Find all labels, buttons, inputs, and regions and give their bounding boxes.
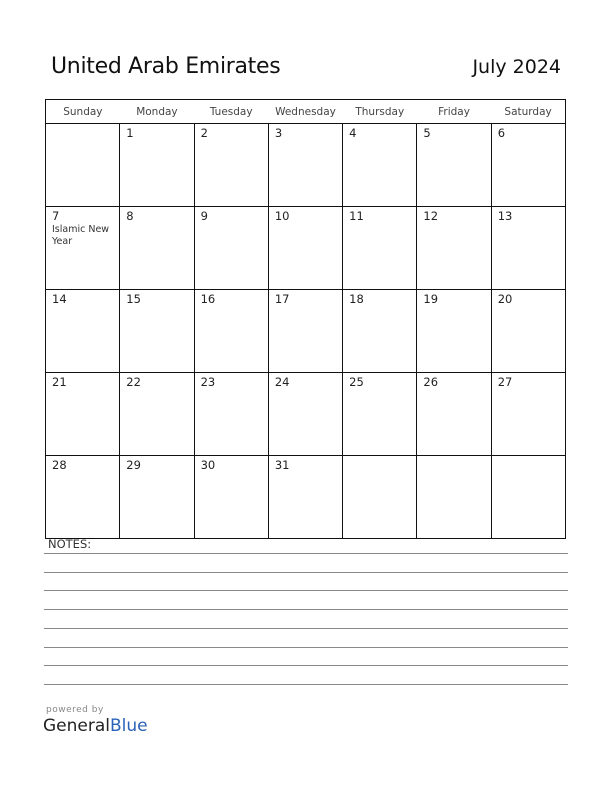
day-number: 4 — [349, 126, 357, 140]
day-number: 28 — [52, 458, 67, 472]
day-cell — [491, 207, 565, 290]
day-cell — [194, 373, 268, 456]
day-cell — [268, 207, 342, 290]
week-row — [46, 124, 566, 207]
day-number: 19 — [423, 292, 439, 306]
day-cell — [417, 373, 491, 456]
day-number: 18 — [349, 292, 364, 306]
day-number: 20 — [497, 292, 513, 306]
day-cell — [491, 456, 565, 539]
day-number: 11 — [349, 209, 364, 223]
day-number: 3 — [274, 126, 283, 140]
day-cell — [46, 373, 120, 456]
week-row — [46, 290, 566, 373]
day-number: 5 — [423, 126, 431, 140]
day-cell — [343, 207, 417, 290]
day-cell — [491, 290, 565, 373]
day-number: 24 — [274, 375, 290, 389]
day-cell — [46, 124, 120, 207]
day-cell — [46, 207, 120, 290]
day-cell — [120, 373, 194, 456]
day-cell — [120, 290, 194, 373]
day-cell — [268, 290, 342, 373]
day-cell — [268, 373, 342, 456]
day-number: 27 — [497, 375, 513, 389]
day-cell — [120, 456, 194, 539]
day-cell — [194, 456, 268, 539]
notes-label: NOTES: — [48, 537, 92, 551]
calendar-grid — [45, 99, 566, 539]
day-cell — [491, 124, 565, 207]
day-number: 6 — [497, 126, 506, 140]
day-number: 1 — [126, 126, 134, 140]
day-number: 12 — [423, 209, 439, 223]
day-cell — [417, 124, 491, 207]
day-number: 8 — [126, 209, 134, 223]
day-number: 31 — [274, 458, 290, 472]
day-number: 7 — [52, 209, 60, 223]
day-number: 16 — [200, 292, 216, 306]
day-number: 17 — [274, 292, 290, 306]
day-cell — [120, 124, 194, 207]
day-cell — [343, 124, 417, 207]
week-row — [46, 207, 566, 290]
brand-blue: Blue — [110, 716, 148, 736]
note-line — [44, 665, 568, 666]
weekday-monday: Monday — [120, 100, 194, 124]
day-cell — [491, 373, 565, 456]
weekday-wednesday: Wednesday — [268, 100, 342, 124]
powered-by-text: powered by — [46, 705, 104, 715]
day-number: 2 — [200, 126, 208, 140]
day-number: 15 — [126, 292, 141, 306]
note-line — [44, 628, 568, 629]
week-row — [46, 373, 566, 456]
day-cell — [194, 124, 268, 207]
weekday-saturday: Saturday — [491, 100, 565, 124]
day-number: 10 — [274, 209, 290, 223]
day-number: 30 — [200, 458, 216, 472]
generalblue-logo — [43, 716, 148, 736]
day-cell — [268, 124, 342, 207]
day-cell — [343, 373, 417, 456]
note-line — [44, 684, 568, 685]
day-cell — [194, 207, 268, 290]
note-line — [44, 647, 568, 648]
note-line — [44, 572, 568, 573]
weekday-tuesday: Tuesday — [194, 100, 268, 124]
note-line — [44, 590, 568, 591]
brand-general: General — [43, 716, 110, 736]
day-number: 21 — [52, 375, 67, 389]
weekday-sunday: Sunday — [46, 100, 120, 124]
day-number: 14 — [52, 292, 67, 306]
day-number: 25 — [349, 375, 364, 389]
day-cell — [417, 290, 491, 373]
weekday-friday: Friday — [417, 100, 491, 124]
day-number: 13 — [497, 209, 513, 223]
day-cell — [120, 207, 194, 290]
day-cell — [343, 456, 417, 539]
day-cell — [194, 290, 268, 373]
day-number: 23 — [200, 375, 216, 389]
day-number: 22 — [126, 375, 141, 389]
day-number: 29 — [126, 458, 141, 472]
day-cell — [343, 290, 417, 373]
day-number: 26 — [423, 375, 439, 389]
day-cell — [46, 456, 120, 539]
calendar-title: United Arab Emirates — [51, 54, 281, 79]
weekday-thursday: Thursday — [343, 100, 417, 124]
weekday-header-row — [46, 100, 566, 124]
week-row — [46, 456, 566, 539]
day-number: 9 — [200, 209, 208, 223]
month-year: July 2024 — [472, 56, 561, 78]
day-cell — [268, 456, 342, 539]
day-cell — [417, 207, 491, 290]
day-cell — [46, 290, 120, 373]
note-line — [44, 553, 568, 554]
day-cell — [417, 456, 491, 539]
note-line — [44, 609, 568, 610]
holiday-label: Islamic New Year — [52, 224, 110, 247]
